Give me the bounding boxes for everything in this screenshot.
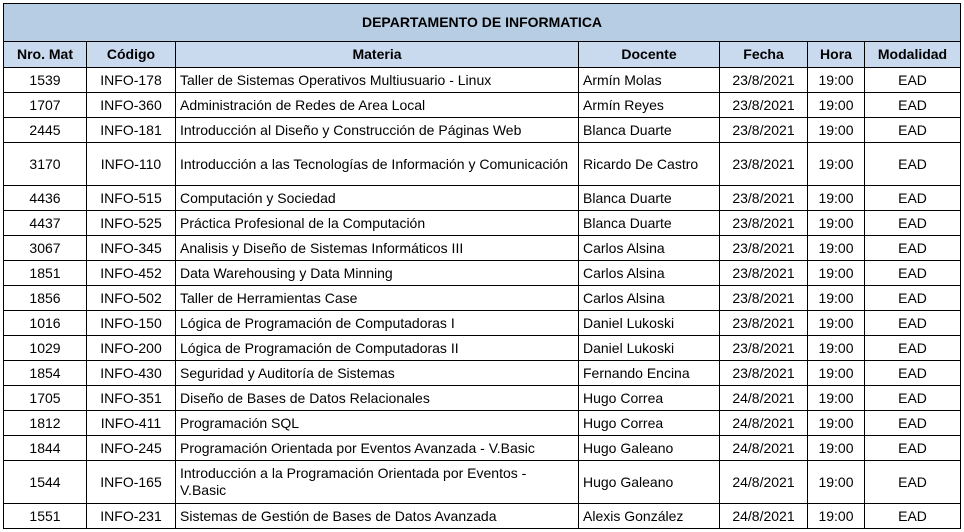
cell-modalidad[interactable]: EAD bbox=[865, 261, 961, 286]
cell-modalidad[interactable]: EAD bbox=[865, 336, 961, 361]
cell-codigo[interactable]: INFO-502 bbox=[87, 286, 176, 311]
cell-codigo[interactable]: INFO-165 bbox=[87, 461, 176, 504]
cell-hora[interactable]: 19:00 bbox=[808, 236, 865, 261]
table-row bbox=[4, 461, 961, 504]
cell-fecha[interactable]: 23/8/2021 bbox=[720, 311, 808, 336]
cell-codigo[interactable]: INFO-245 bbox=[87, 436, 176, 461]
cell-materia[interactable]: Diseño de Bases de Datos Relacionales bbox=[176, 386, 579, 411]
cell-materia[interactable]: Introducción a la Programación Orientada por Eventos - V.Basic bbox=[176, 461, 579, 504]
cell-hora[interactable]: 19:00 bbox=[808, 436, 865, 461]
cell-nro-mat[interactable]: 3067 bbox=[4, 236, 87, 261]
cell-hora[interactable]: 19:00 bbox=[808, 504, 865, 529]
cell-codigo[interactable]: INFO-200 bbox=[87, 336, 176, 361]
cell-docente[interactable]: Daniel Lukoski bbox=[579, 336, 720, 361]
cell-materia[interactable]: Seguridad y Auditoría de Sistemas bbox=[176, 361, 579, 386]
cell-codigo[interactable]: INFO-430 bbox=[87, 361, 176, 386]
cell-docente[interactable]: Hugo Correa bbox=[579, 411, 720, 436]
cell-hora[interactable]: 19:00 bbox=[808, 361, 865, 386]
cell-modalidad[interactable]: EAD bbox=[865, 93, 961, 118]
cell-docente[interactable]: Carlos Alsina bbox=[579, 286, 720, 311]
header-materia[interactable]: Materia bbox=[176, 42, 579, 68]
cell-hora[interactable]: 19:00 bbox=[808, 143, 865, 186]
cell-nro-mat[interactable]: 1016 bbox=[4, 311, 87, 336]
header-codigo[interactable]: Código bbox=[87, 42, 176, 68]
cell-materia[interactable]: Lógica de Programación de Computadoras II bbox=[176, 336, 579, 361]
cell-nro-mat[interactable]: 1705 bbox=[4, 386, 87, 411]
cell-codigo[interactable]: INFO-515 bbox=[87, 186, 176, 211]
cell-fecha[interactable]: 24/8/2021 bbox=[720, 436, 808, 461]
table-row bbox=[4, 386, 961, 411]
cell-nro-mat[interactable]: 4436 bbox=[4, 186, 87, 211]
cell-nro-mat[interactable]: 1812 bbox=[4, 411, 87, 436]
cell-fecha[interactable]: 23/8/2021 bbox=[720, 143, 808, 186]
table-row bbox=[4, 143, 961, 186]
table-row bbox=[4, 311, 961, 336]
cell-nro-mat[interactable]: 1854 bbox=[4, 361, 87, 386]
cell-modalidad[interactable]: EAD bbox=[865, 211, 961, 236]
cell-docente[interactable]: Fernando Encina bbox=[579, 361, 720, 386]
cell-nro-mat[interactable]: 1856 bbox=[4, 286, 87, 311]
cell-docente[interactable]: Blanca Duarte bbox=[579, 211, 720, 236]
cell-nro-mat[interactable]: 1851 bbox=[4, 261, 87, 286]
cell-materia[interactable]: Data Warehousing y Data Minning bbox=[176, 261, 579, 286]
table-row bbox=[4, 236, 961, 261]
cell-hora[interactable]: 19:00 bbox=[808, 186, 865, 211]
cell-docente[interactable]: Hugo Galeano bbox=[579, 461, 720, 504]
header-row bbox=[4, 42, 961, 68]
cell-hora[interactable]: 19:00 bbox=[808, 68, 865, 93]
cell-codigo[interactable]: INFO-360 bbox=[87, 93, 176, 118]
cell-materia[interactable]: Lógica de Programación de Computadoras I bbox=[176, 311, 579, 336]
cell-docente[interactable]: Hugo Correa bbox=[579, 386, 720, 411]
cell-hora[interactable]: 19:00 bbox=[808, 411, 865, 436]
cell-modalidad[interactable]: EAD bbox=[865, 118, 961, 143]
cell-materia[interactable]: Programación SQL bbox=[176, 411, 579, 436]
cell-hora[interactable]: 19:00 bbox=[808, 311, 865, 336]
cell-nro-mat[interactable]: 1539 bbox=[4, 68, 87, 93]
cell-fecha[interactable]: 23/8/2021 bbox=[720, 236, 808, 261]
table-row bbox=[4, 411, 961, 436]
cell-codigo[interactable]: INFO-110 bbox=[87, 143, 176, 186]
cell-docente[interactable]: Hugo Galeano bbox=[579, 436, 720, 461]
cell-modalidad[interactable]: EAD bbox=[865, 311, 961, 336]
cell-docente[interactable]: Blanca Duarte bbox=[579, 118, 720, 143]
cell-fecha[interactable]: 23/8/2021 bbox=[720, 68, 808, 93]
cell-fecha[interactable]: 24/8/2021 bbox=[720, 386, 808, 411]
cell-materia[interactable]: Taller de Sistemas Operativos Multiusuario - Linux bbox=[176, 68, 579, 93]
cell-hora[interactable]: 19:00 bbox=[808, 93, 865, 118]
cell-materia[interactable]: Computación y Sociedad bbox=[176, 186, 579, 211]
cell-nro-mat[interactable]: 3170 bbox=[4, 143, 87, 186]
cell-fecha[interactable]: 23/8/2021 bbox=[720, 261, 808, 286]
table-row bbox=[4, 68, 961, 93]
cell-fecha[interactable]: 24/8/2021 bbox=[720, 461, 808, 504]
cell-modalidad[interactable]: EAD bbox=[865, 186, 961, 211]
cell-nro-mat[interactable]: 1029 bbox=[4, 336, 87, 361]
cell-codigo[interactable]: INFO-525 bbox=[87, 211, 176, 236]
cell-modalidad[interactable]: EAD bbox=[865, 436, 961, 461]
table-row bbox=[4, 93, 961, 118]
table-title: DEPARTAMENTO DE INFORMATICA bbox=[4, 4, 961, 42]
cell-codigo[interactable]: INFO-452 bbox=[87, 261, 176, 286]
cell-docente[interactable]: Alexis González bbox=[579, 504, 720, 529]
cell-fecha[interactable]: 23/8/2021 bbox=[720, 361, 808, 386]
cell-nro-mat[interactable]: 4437 bbox=[4, 211, 87, 236]
cell-docente[interactable]: Ricardo De Castro bbox=[579, 143, 720, 186]
cell-fecha[interactable]: 23/8/2021 bbox=[720, 118, 808, 143]
cell-materia[interactable]: Analisis y Diseño de Sistemas Informáticos III bbox=[176, 236, 579, 261]
cell-fecha[interactable]: 24/8/2021 bbox=[720, 504, 808, 529]
cell-modalidad[interactable]: EAD bbox=[865, 236, 961, 261]
cell-hora[interactable]: 19:00 bbox=[808, 336, 865, 361]
header-modalidad[interactable]: Modalidad bbox=[865, 42, 961, 68]
cell-hora[interactable]: 19:00 bbox=[808, 386, 865, 411]
cell-modalidad[interactable]: EAD bbox=[865, 411, 961, 436]
title-row bbox=[4, 4, 961, 42]
cell-fecha[interactable]: 23/8/2021 bbox=[720, 186, 808, 211]
cell-modalidad[interactable]: EAD bbox=[865, 386, 961, 411]
header-fecha[interactable]: Fecha bbox=[720, 42, 808, 68]
cell-materia[interactable]: Taller de Herramientas Case bbox=[176, 286, 579, 311]
cell-hora[interactable]: 19:00 bbox=[808, 461, 865, 504]
table-row bbox=[4, 286, 961, 311]
cell-materia[interactable]: Introducción a las Tecnologías de Información y Comunicación bbox=[176, 143, 579, 186]
cell-docente[interactable]: Carlos Alsina bbox=[579, 236, 720, 261]
cell-docente[interactable]: Armín Molas bbox=[579, 68, 720, 93]
cell-materia[interactable]: Introducción al Diseño y Construcción de Páginas Web bbox=[176, 118, 579, 143]
table-row bbox=[4, 504, 961, 529]
header-docente[interactable]: Docente bbox=[579, 42, 720, 68]
table-row bbox=[4, 361, 961, 386]
schedule-table bbox=[3, 3, 961, 529]
cell-nro-mat[interactable]: 1707 bbox=[4, 93, 87, 118]
cell-codigo[interactable]: INFO-411 bbox=[87, 411, 176, 436]
cell-hora[interactable]: 19:00 bbox=[808, 211, 865, 236]
cell-codigo[interactable]: INFO-150 bbox=[87, 311, 176, 336]
cell-materia[interactable]: Administración de Redes de Area Local bbox=[176, 93, 579, 118]
cell-nro-mat[interactable]: 1544 bbox=[4, 461, 87, 504]
cell-codigo[interactable]: INFO-231 bbox=[87, 504, 176, 529]
table-row bbox=[4, 336, 961, 361]
cell-docente[interactable]: Daniel Lukoski bbox=[579, 311, 720, 336]
cell-nro-mat[interactable]: 1844 bbox=[4, 436, 87, 461]
cell-fecha[interactable]: 23/8/2021 bbox=[720, 211, 808, 236]
header-hora[interactable]: Hora bbox=[808, 42, 865, 68]
cell-docente[interactable]: Armín Reyes bbox=[579, 93, 720, 118]
cell-codigo[interactable]: INFO-181 bbox=[87, 118, 176, 143]
cell-modalidad[interactable]: EAD bbox=[865, 68, 961, 93]
cell-hora[interactable]: 19:00 bbox=[808, 286, 865, 311]
cell-fecha[interactable]: 23/8/2021 bbox=[720, 336, 808, 361]
cell-modalidad[interactable]: EAD bbox=[865, 286, 961, 311]
cell-fecha[interactable]: 23/8/2021 bbox=[720, 286, 808, 311]
table-row bbox=[4, 118, 961, 143]
cell-nro-mat[interactable]: 1551 bbox=[4, 504, 87, 529]
cell-modalidad[interactable]: EAD bbox=[865, 143, 961, 186]
table-row bbox=[4, 436, 961, 461]
table-row bbox=[4, 211, 961, 236]
cell-modalidad[interactable]: EAD bbox=[865, 461, 961, 504]
table-row bbox=[4, 261, 961, 286]
cell-codigo[interactable]: INFO-351 bbox=[87, 386, 176, 411]
cell-materia[interactable]: Sistemas de Gestión de Bases de Datos Avanzada bbox=[176, 504, 579, 529]
header-nro-mat[interactable]: Nro. Mat bbox=[4, 42, 87, 68]
cell-hora[interactable]: 19:00 bbox=[808, 261, 865, 286]
table-row bbox=[4, 186, 961, 211]
cell-materia[interactable]: Programación Orientada por Eventos Avanzada - V.Basic bbox=[176, 436, 579, 461]
cell-modalidad[interactable]: EAD bbox=[865, 361, 961, 386]
cell-hora[interactable]: 19:00 bbox=[808, 118, 865, 143]
cell-materia[interactable]: Práctica Profesional de la Computación bbox=[176, 211, 579, 236]
cell-docente[interactable]: Blanca Duarte bbox=[579, 186, 720, 211]
cell-codigo[interactable]: INFO-345 bbox=[87, 236, 176, 261]
cell-docente[interactable]: Carlos Alsina bbox=[579, 261, 720, 286]
cell-codigo[interactable]: INFO-178 bbox=[87, 68, 176, 93]
cell-fecha[interactable]: 24/8/2021 bbox=[720, 411, 808, 436]
cell-modalidad[interactable]: EAD bbox=[865, 504, 961, 529]
cell-fecha[interactable]: 23/8/2021 bbox=[720, 93, 808, 118]
cell-nro-mat[interactable]: 2445 bbox=[4, 118, 87, 143]
